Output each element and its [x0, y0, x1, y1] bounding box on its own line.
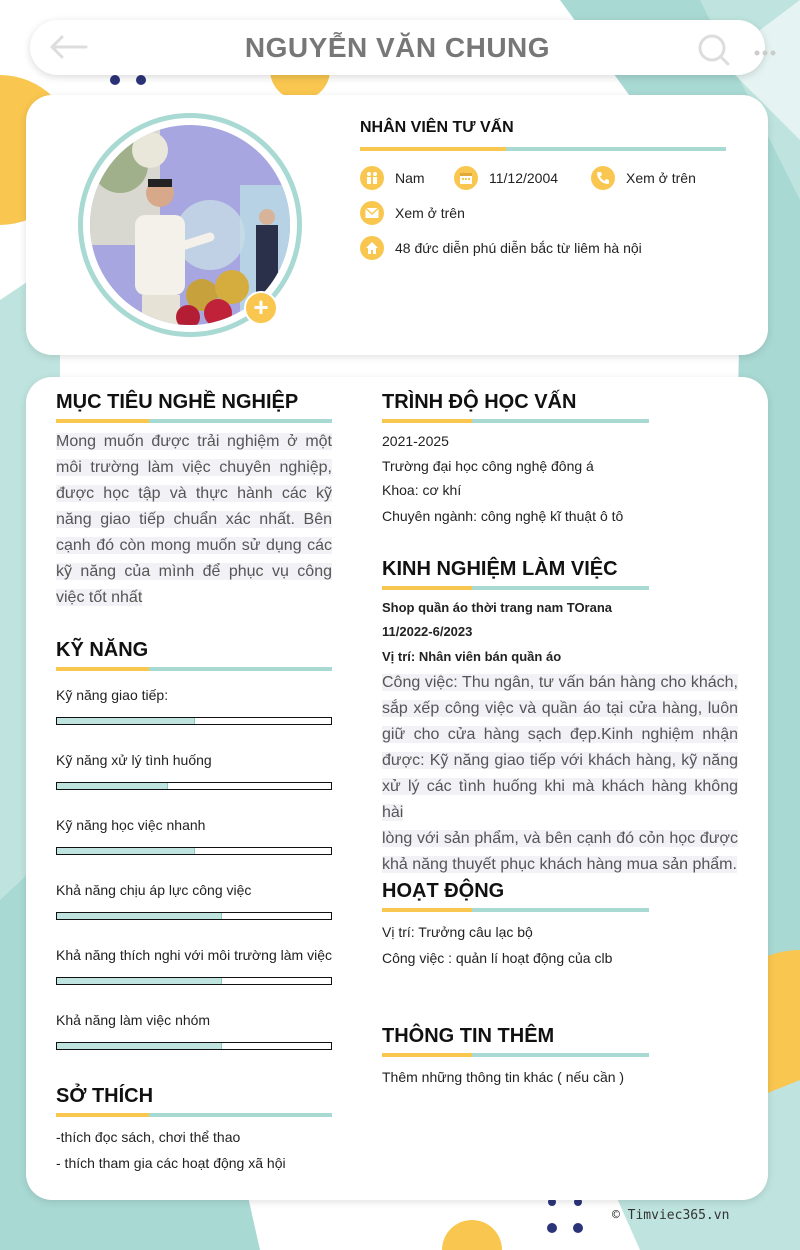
birthday-info [454, 166, 558, 190]
skill-label: Kỹ năng học việc nhanh [56, 817, 206, 833]
skill-bar-fill [57, 718, 195, 724]
experience-line: giữ cho cửa hàng sạch đẹp.Kinh nghiệm nhận [382, 726, 738, 743]
education-major: Chuyên ngành: công nghệ kĩ thuật ô tô [382, 508, 624, 524]
education-title: TRÌNH ĐỘ HỌC VẤN [382, 391, 577, 413]
objective-line: môi trường làm việc chuyên nghiệp, [56, 459, 332, 476]
resume-body-card [26, 377, 768, 1200]
experience-line: được: Kỹ năng giao tiếp với khách hàng, kỹ năng [382, 752, 738, 769]
email-icon [360, 201, 384, 225]
hobbies-title: SỞ THÍCH [56, 1085, 154, 1107]
birthday-value: 11/12/2004 [489, 170, 559, 186]
experience-description [382, 670, 738, 878]
extra-info-text: Thêm những thông tin khác ( nếu cần ) [382, 1069, 625, 1085]
skills-title: KỸ NĂNG [56, 639, 149, 661]
calendar-icon [454, 166, 478, 190]
phone-icon [591, 166, 615, 190]
education-faculty: Khoa: cơ khí [382, 482, 462, 498]
skill-bar [56, 912, 332, 920]
objective-line: được học tập và thực hành các kỹ [56, 485, 332, 502]
skill-bar-fill [57, 913, 222, 919]
objective-line: năng giao tiếp chuẩn xác nhất. Bên [56, 511, 332, 528]
experience-line: khả năng thuyết phục khách hàng mua sản phẩm. [382, 856, 737, 873]
address-value: 48 đức diễn phú diễn bắc từ liêm hà nội [395, 240, 642, 256]
skill-bar [56, 847, 332, 855]
phone-info [591, 166, 696, 190]
objective-line: cạnh đó còn mong muốn sử dụng các [56, 537, 332, 554]
experience-company: Shop quần áo thời trang nam TOrana [382, 600, 613, 615]
experience-period: 11/2022-6/2023 [382, 624, 473, 639]
skill-label: Kỹ năng xử lý tình huống [56, 752, 212, 768]
experience-line: lòng với sản phẩm, và bên cạnh đó cỏn học được [382, 830, 738, 847]
add-photo-button[interactable]: + [244, 291, 278, 325]
activities-underline [382, 908, 649, 912]
candidate-name: NGUYỄN VĂN CHUNG [244, 32, 551, 63]
skill-bar-fill [57, 978, 222, 984]
hobby-item: - thích tham gia các hoạt động xã hội [56, 1155, 286, 1171]
address-info [360, 236, 642, 260]
phone-value: Xem ở trên [626, 170, 696, 186]
skill-bar-fill [57, 848, 195, 854]
objective-line: Mong muốn được trải nghiệm ở một [56, 433, 332, 450]
gender-value: Nam [395, 170, 425, 186]
objective-line: kỹ năng của mình để phục vụ công [56, 563, 332, 580]
search-icon[interactable] [696, 32, 732, 71]
objective-underline [56, 419, 332, 423]
experience-role: Vị trí: Nhân viên bán quần áo [382, 649, 562, 664]
education-period: 2021-2025 [382, 433, 449, 449]
activities-task: Công việc : quản lí hoạt động của clb [382, 950, 613, 966]
skill-bar [56, 1042, 332, 1050]
profile-card [26, 95, 768, 355]
skill-bar-fill [57, 783, 168, 789]
skill-label: Kỹ năng giao tiếp: [56, 687, 169, 703]
experience-underline [382, 586, 649, 590]
skill-label: Khả năng làm việc nhóm [56, 1012, 211, 1028]
extra-info-underline [382, 1053, 649, 1057]
experience-line: sắp xếp công việc và quần áo tại cửa hàng, luôn [382, 700, 738, 717]
skill-bar [56, 977, 332, 985]
objective-line: việc tốt nhất [56, 589, 143, 606]
hobbies-underline [56, 1113, 332, 1117]
email-value: Xem ở trên [395, 205, 465, 221]
gender-info [360, 166, 425, 190]
gender-icon [360, 166, 384, 190]
skill-bar [56, 782, 332, 790]
watermark: © Timviec365.vn [612, 1208, 730, 1223]
email-info [360, 201, 465, 225]
skill-bar [56, 717, 332, 725]
skill-label: Khả năng chịu áp lực công việc [56, 882, 252, 898]
activities-title: HOẠT ĐỘNG [382, 880, 505, 902]
home-icon [360, 236, 384, 260]
extra-info-title: THÔNG TIN THÊM [382, 1025, 555, 1047]
skill-label: Khả năng thích nghi với môi trường làm việc [56, 947, 332, 963]
skills-underline [56, 667, 332, 671]
education-school: Trường đại học công nghệ đông á [382, 458, 594, 474]
experience-line: xử lý các tình huống khi mà khách hàng không hài [382, 778, 738, 821]
skill-bar-fill [57, 1043, 222, 1049]
experience-line: Công việc: Thu ngân, tư vấn bán hàng cho khách, [382, 674, 738, 691]
objective-title: MỤC TIÊU NGHỀ NGHIỆP [56, 391, 299, 413]
header-bar [30, 20, 765, 75]
job-title: NHÂN VIÊN TƯ VẤN [360, 119, 514, 136]
education-underline [382, 419, 649, 423]
title-underline [360, 147, 726, 151]
hobby-item: -thích đọc sách, chơi thể thao [56, 1129, 241, 1145]
objective-text [56, 429, 332, 611]
experience-title: KINH NGHIỆM LÀM VIỆC [382, 558, 618, 580]
more-options-icon[interactable] [754, 44, 776, 62]
activities-role: Vị trí: Trưởng câu lạc bộ [382, 924, 533, 940]
